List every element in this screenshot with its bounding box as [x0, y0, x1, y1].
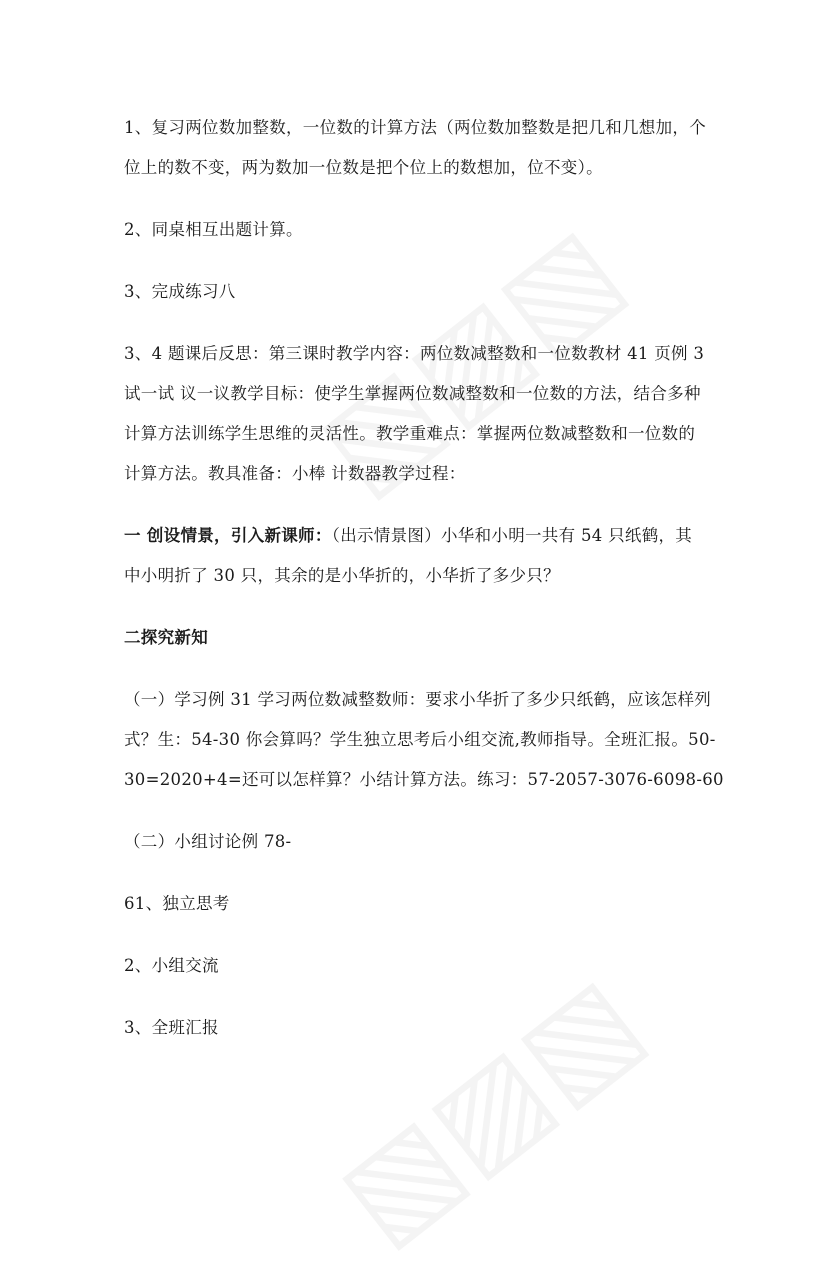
- paragraph-think: [124, 884, 714, 924]
- paragraph-example: [124, 680, 724, 800]
- text-line: 中小明折了 30 只，其余的是小华折的，小华折了多少只？: [124, 566, 560, 585]
- text-line: 3、4 题课后反思：第三课时教学内容：两位数减整数和一位数教材 41 页例 3: [124, 344, 705, 363]
- text-line: 试一试 议一议教学目标：使学生掌握两位数减整数和一位数的方法，结合多种: [124, 384, 701, 403]
- section-lead: 一 创设情景，引入新课师：: [124, 526, 332, 545]
- text-line: 位上的数不变，两为数加一位数是把个位上的数想加，位不变）。: [124, 158, 603, 177]
- text-line: （一）学习例 31 学习两位数减整数师：要求小华折了多少只纸鹤，应该怎样列: [124, 690, 712, 709]
- text-line: 1、复习两位数加整数，一位数的计算方法（两位数加整数是把几和几想加，个: [124, 118, 706, 137]
- text-line: 2、同桌相互出题计算。: [124, 220, 303, 239]
- paragraph-review: [124, 108, 714, 188]
- section-heading: [124, 618, 714, 658]
- text-line: 计算方法。教具准备：小棒 计数器教学过程：: [124, 464, 466, 483]
- paragraph-deskmate: [124, 210, 714, 250]
- text-line: 61、独立思考: [124, 894, 230, 913]
- paragraph-scenario: [124, 516, 714, 596]
- text-line: 3、全班汇报: [124, 1018, 219, 1037]
- text-line: 计算方法训练学生思维的灵活性。教学重难点：掌握两位数减整数和一位数的: [124, 424, 696, 443]
- text-line: [124, 516, 714, 556]
- paragraph-reflection: [124, 334, 714, 494]
- paragraph-exchange: [124, 946, 714, 986]
- text-line: 2、小组交流: [124, 956, 219, 975]
- text-line: 30=2020+4=还可以怎样算？小结计算方法。练习：57-2057-3076-6098-60: [124, 770, 724, 789]
- paragraph-exercise: [124, 272, 714, 312]
- heading-text: 二探究新知: [124, 628, 208, 647]
- document-body: [124, 108, 724, 1048]
- paragraph-report: [124, 1008, 714, 1048]
- text-line: 3、完成练习八: [124, 282, 236, 301]
- text-line: 式？生：54-30 你会算吗？学生独立思考后小组交流,教师指导。全班汇报。50-: [124, 730, 716, 749]
- text-line: （二）小组讨论例 78-: [124, 832, 292, 851]
- text-fragment: （出示情景图）小华和小明一共有 54 只纸鹤，其: [331, 526, 693, 545]
- paragraph-group-discussion: [124, 822, 714, 862]
